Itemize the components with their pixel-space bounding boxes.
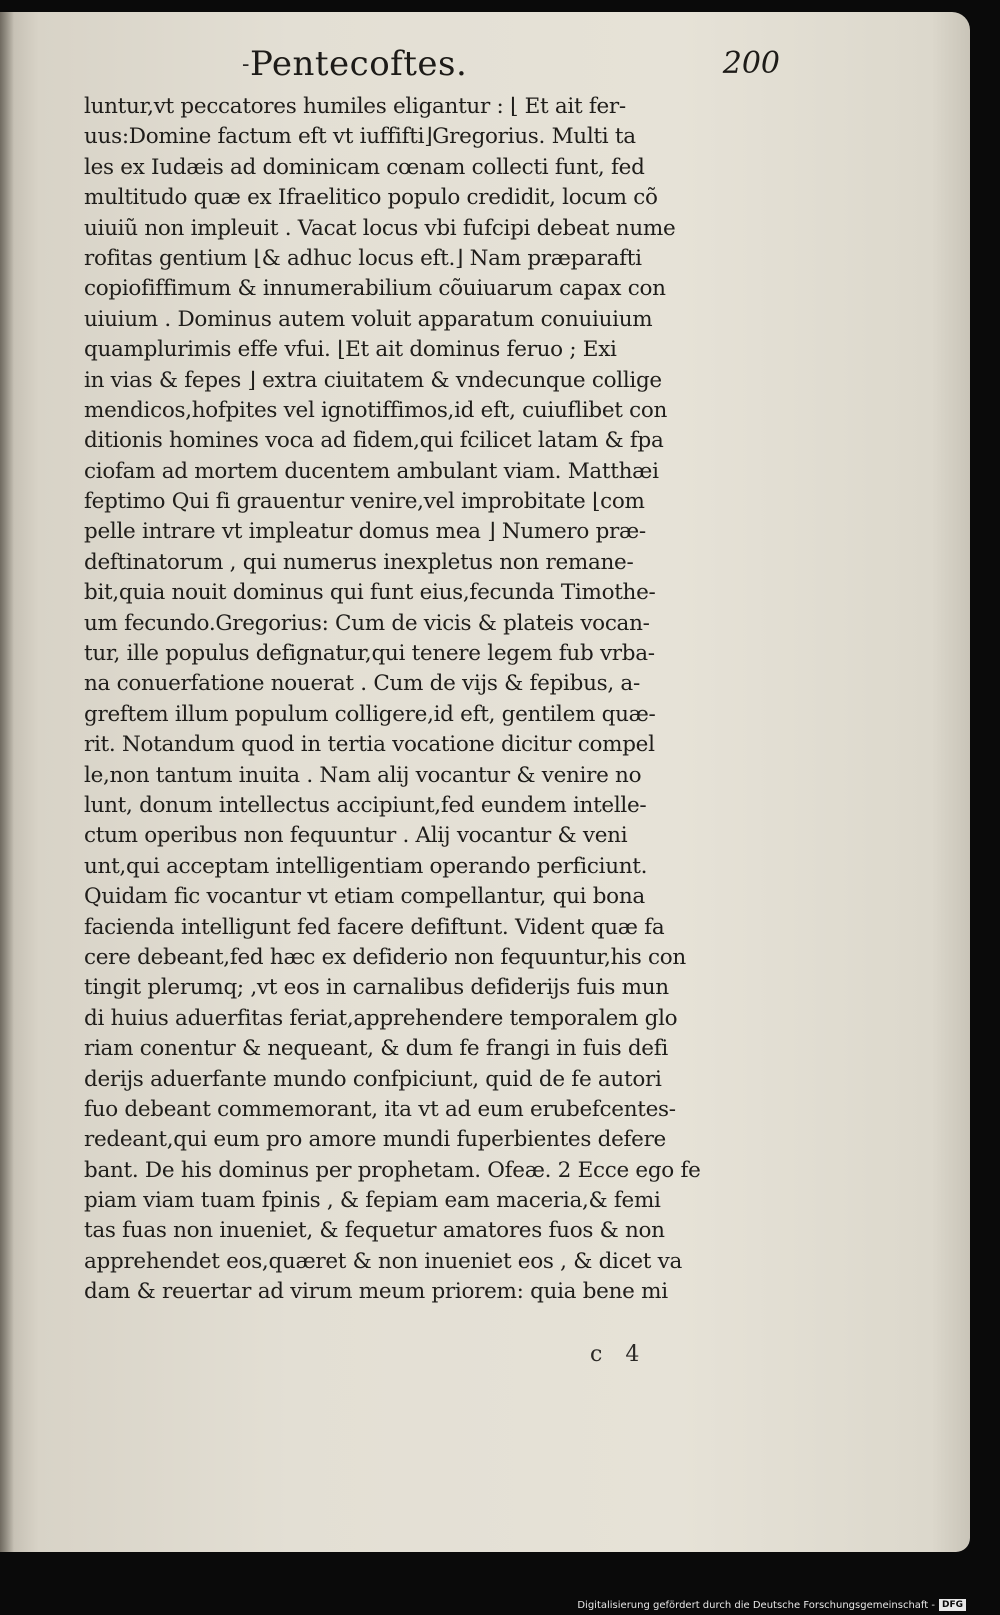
signature-mark: c 4 xyxy=(590,1342,648,1367)
text-line: um fecundo.Gregorius: Cum de vicis & plateis vocan- xyxy=(84,610,650,636)
text-line: pelle intrare vt impleatur domus mea ⌋ Numero præ- xyxy=(84,519,646,545)
text-line: redeant,qui eum pro amore mundi fuperbientes defere xyxy=(84,1127,666,1153)
text-line: piam viam tuam fpinis , & fepiam eam maceria,& femi xyxy=(84,1188,661,1214)
text-line: le,non tantum inuita . Nam alij vocantur & venire no xyxy=(84,762,642,788)
text-line: ctum operibus non fequuntur . Alij vocantur & veni xyxy=(84,823,628,849)
text-line: tingit plerumq; ,vt eos in carnalibus defiderijs fuis mun xyxy=(84,975,669,1001)
text-line: tur, ille populus defignatur,qui tenere legem fub vrba- xyxy=(84,641,655,667)
text-line: derijs aduerfante mundo confpiciunt, quid de fe autori xyxy=(84,1066,662,1092)
text-line: feptimo Qui fi grauentur venire,vel improbitate ⌊com xyxy=(84,489,645,515)
page-header xyxy=(90,40,780,90)
text-line: bant. De his dominus per prophetam. Ofeæ. 2 Ecce ego fe xyxy=(84,1157,701,1183)
text-line: riam conentur & nequeant, & dum fe frangi in fuis defi xyxy=(84,1036,668,1062)
text-line: rit. Notandum quod in tertia vocatione dicitur compel xyxy=(84,732,655,758)
body-text xyxy=(84,92,784,1308)
text-line: uiuiũ non impleuit . Vacat locus vbi fufcipi debeat nume xyxy=(84,215,676,241)
page-number: 200 xyxy=(722,46,780,81)
text-line: fuo debeant commemorant, ita vt ad eum erubefcentes- xyxy=(84,1096,676,1122)
text-line: bit,quia nouit dominus qui funt eius,fecunda Timothe- xyxy=(84,580,656,606)
text-line: tas fuas non inueniet, & fequetur amatores fuos & non xyxy=(84,1218,665,1244)
digitization-credit xyxy=(577,1599,966,1611)
running-title: Pentecoftes. xyxy=(250,44,468,84)
text-line: les ex Iudæis ad dominicam cœnam collecti funt, fed xyxy=(84,154,645,180)
header-dash: - xyxy=(242,52,250,77)
text-line: dam & reuertar ad virum meum priorem: quia bene mi xyxy=(84,1279,668,1305)
text-line: facienda intelligunt fed facere defiftunt. Vident quæ fa xyxy=(84,914,665,940)
text-line: lunt, donum intellectus accipiunt,fed eundem intelle- xyxy=(84,792,647,818)
text-line: na conuerfatione nouerat . Cum de vijs & fepibus, a- xyxy=(84,671,640,697)
page-gutter-shadow xyxy=(0,12,14,1552)
text-line: rofitas gentium ⌊& adhuc locus eft.⌋ Nam præparafti xyxy=(84,245,642,271)
text-line: di huius aduerfitas feriat,apprehendere temporalem glo xyxy=(84,1005,678,1031)
text-line: copiofiffimum & innumerabilium cõuiuarum capax con xyxy=(84,276,666,302)
text-line: quamplurimis effe vfui. ⌊Et ait dominus feruo ; Exi xyxy=(84,337,617,363)
text-line: mendicos,hofpites vel ignotiffimos,id eft, cuiuflibet con xyxy=(84,397,668,423)
text-line: apprehendet eos,quæret & non inueniet eos , & dicet va xyxy=(84,1248,683,1274)
text-line: unt,qui acceptam intelligentiam operando perficiunt. xyxy=(84,853,648,879)
credit-text: Digitalisierung gefördert durch die Deutsche Forschungsgemeinschaft - xyxy=(577,1599,935,1611)
text-line: greftem illum populum colligere,id eft, gentilem quæ- xyxy=(84,701,656,727)
text-line: ciofam ad mortem ducentem ambulant viam. Matthæi xyxy=(84,458,659,484)
text-line: cere debeant,fed hæc ex defiderio non fequuntur,his con xyxy=(84,944,686,970)
text-line: uiuium . Dominus autem voluit apparatum conuiuium xyxy=(84,306,653,332)
dfg-logo: DFG xyxy=(939,1599,966,1611)
text-line: in vias & fepes ⌋ extra ciuitatem & vndecunque collige xyxy=(84,367,662,393)
text-line: ditionis homines voca ad fidem,qui fcilicet latam & fpa xyxy=(84,428,664,454)
text-line: deftinatorum , qui numerus inexpletus non remane- xyxy=(84,549,634,575)
text-line: multitudo quæ ex Ifraelitico populo credidit, locum cõ xyxy=(84,185,658,211)
text-line: uus:Domine factum eft vt iuffifti⌋Gregorius. Multi ta xyxy=(84,124,636,150)
text-line: luntur,vt peccatores humiles eligantur : ⌊ Et ait fer- xyxy=(84,94,626,119)
text-line: Quidam fic vocantur vt etiam compellantur, qui bona xyxy=(84,884,645,910)
